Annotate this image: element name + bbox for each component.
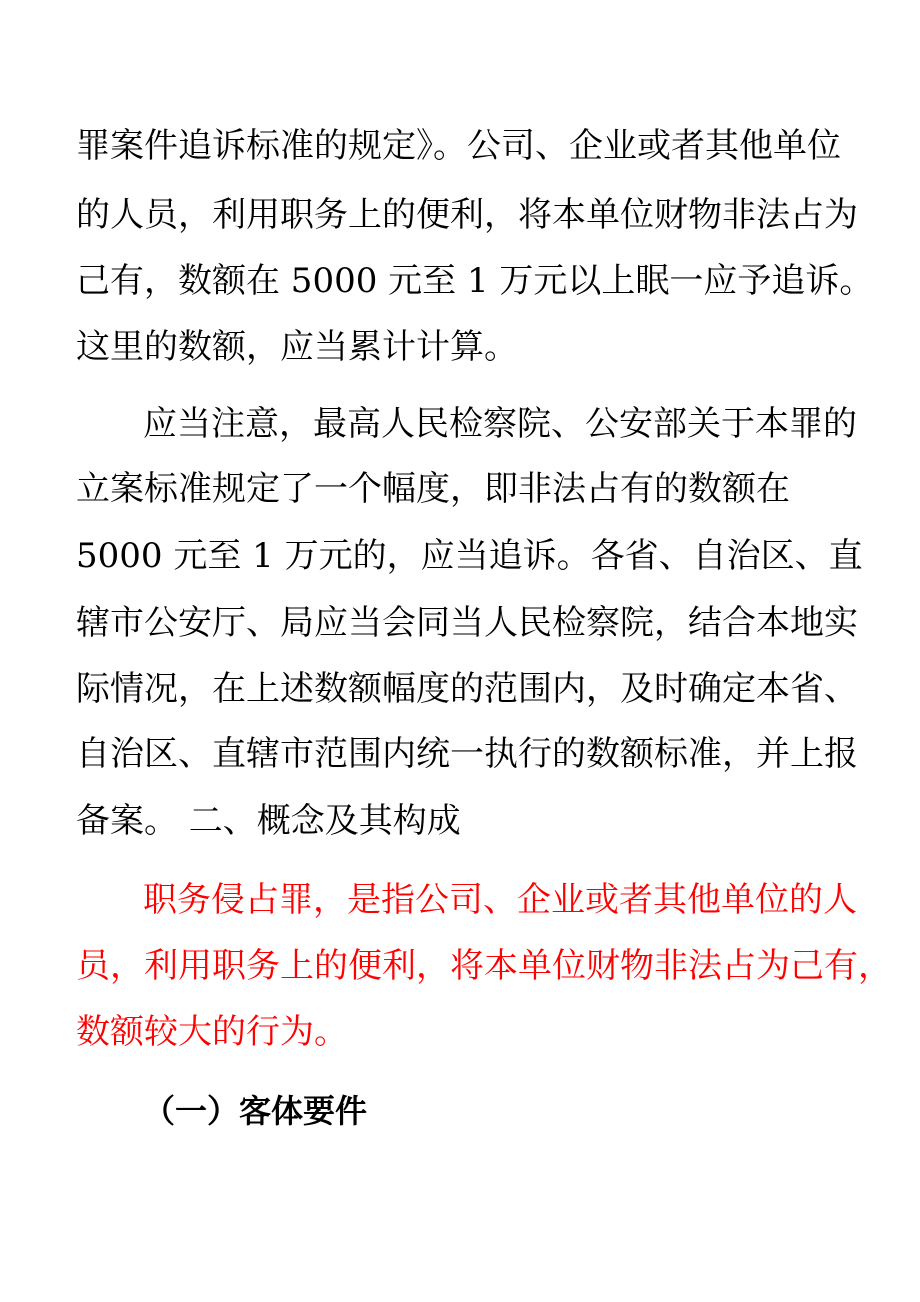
paragraph-2-line-7: 备案。 二、概念及其构成 (76, 801, 461, 841)
definition-line-3: 数额较大的行为。 (76, 1012, 348, 1052)
section-heading: （一）客体要件 (143, 1092, 368, 1130)
paragraph-1-line-2: 的人员，利用职务上的便利，将本单位财物非法占为 (76, 195, 858, 235)
definition-line-1: 职务侵占罪，是指公司、企业或者其他单位的人 (143, 880, 857, 920)
definition-line-2: 员，利用职务上的便利，将本单位财物非法占为己有， (76, 946, 892, 986)
paragraph-2-line-1: 应当注意，最高人民检察院、公安部关于本罪的 (143, 404, 857, 444)
paragraph-1-line-1: 罪案件追诉标准的规定》。公司、企业或者其他单位 (76, 126, 841, 166)
paragraph-1-line-4: 这里的数额，应当累计计算。 (76, 327, 518, 367)
paragraph-2-line-5: 际情况，在上述数额幅度的范围内，及时确定本省、 (76, 669, 858, 709)
paragraph-2-line-2: 立案标准规定了一个幅度，即非法占有的数额在 (76, 469, 790, 509)
paragraph-2-line-3: 5000 元至 1 万元的，应当追诉。各省、自治区、直 (76, 536, 863, 576)
paragraph-2-line-6: 自治区、直辖市范围内统一执行的数额标准，并上报 (76, 734, 858, 774)
paragraph-1-line-3: 己有，数额在 5000 元至 1 万元以上眠一应予追诉。 (76, 261, 874, 301)
paragraph-2-line-4: 辖市公安厅、局应当会同当人民检察院，结合本地实 (76, 603, 858, 643)
